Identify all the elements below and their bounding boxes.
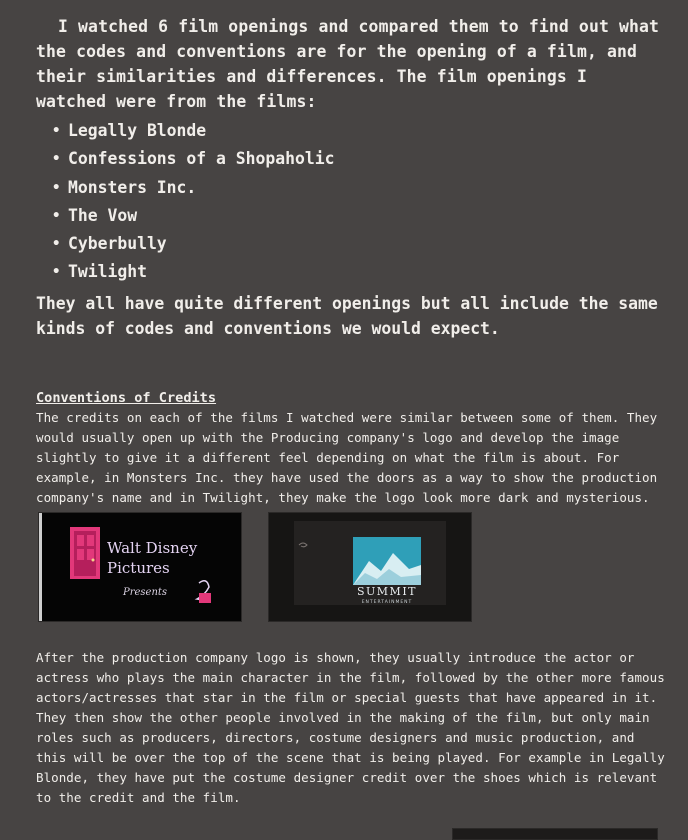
list-item	[52, 174, 666, 202]
film-title: Legally Blonde	[68, 121, 207, 140]
summit-line-1: SUMMIT	[356, 584, 418, 598]
bullet-glyph: •	[52, 207, 61, 224]
list-item	[52, 258, 666, 286]
intro-text: I watched 6 film openings and compared them to find out what the codes and conventions are for the opening of a film, and their similarities and differences. The film openings I watched were from the films:	[36, 17, 660, 111]
film-title: The Vow	[68, 205, 138, 225]
film-list	[36, 117, 666, 287]
section-heading-credits: Conventions of Credits	[36, 389, 217, 406]
disney-line-2: Pictures	[107, 558, 170, 577]
intro-paragraph	[36, 14, 666, 114]
bullet-glyph: •	[52, 236, 61, 253]
bullet-glyph: •	[52, 151, 61, 168]
partial-image	[452, 828, 658, 840]
film-title: Twilight	[68, 262, 147, 282]
bullet-glyph: •	[52, 123, 61, 139]
disney-line-3: Presents	[123, 586, 168, 598]
summary-paragraph: They all have quite different openings but all include the same kinds of codes and conventions we would expect.	[36, 293, 658, 338]
disney-logo-image	[38, 512, 242, 622]
film-title: Confessions of a Shopaholic	[68, 149, 335, 169]
summit-logo-graphic	[269, 513, 471, 621]
film-title: Cyberbully	[68, 234, 167, 254]
bullet-glyph: •	[52, 264, 61, 281]
summit-line-2: ENTERTAINMENT	[361, 599, 413, 605]
list-item	[52, 202, 666, 230]
disney-logo-graphic	[39, 513, 241, 621]
list-item	[52, 145, 666, 173]
list-item	[52, 230, 666, 258]
film-title: Monsters Inc.	[68, 177, 197, 197]
logo-images-row	[36, 512, 666, 622]
document-page	[36, 14, 666, 808]
disney-line-1: Walt Disney	[107, 538, 198, 557]
summit-logo-image	[268, 512, 472, 622]
credits-paragraph-1: The credits on each of the films I watched were similar between some of them. They would usually open up with the Producing company's logo and develop the image slightly to give it a different feel depending on what the film is about. For example, in Monsters Inc. they have used the doors as a way to show the production company's name and in Twilight, they make the logo look more dark and mysterious.	[36, 409, 658, 505]
credits-paragraph-2: After the production company logo is shown, they usually introduce the actor or actress who plays the main character in the film, followed by the other more famous actors/actresses that star in the film or special guests that have appeared in it. They then show the other people involved in the making of the film, but only main roles such as producers, directors, costume designers and music production, and this will be over the top of the scene that is being played. For example in Legally Blonde, they have put the costume designer credit over the shoes which is relevant to the credit and the film.	[36, 649, 665, 805]
list-item	[52, 117, 666, 145]
bullet-glyph: •	[52, 179, 61, 196]
